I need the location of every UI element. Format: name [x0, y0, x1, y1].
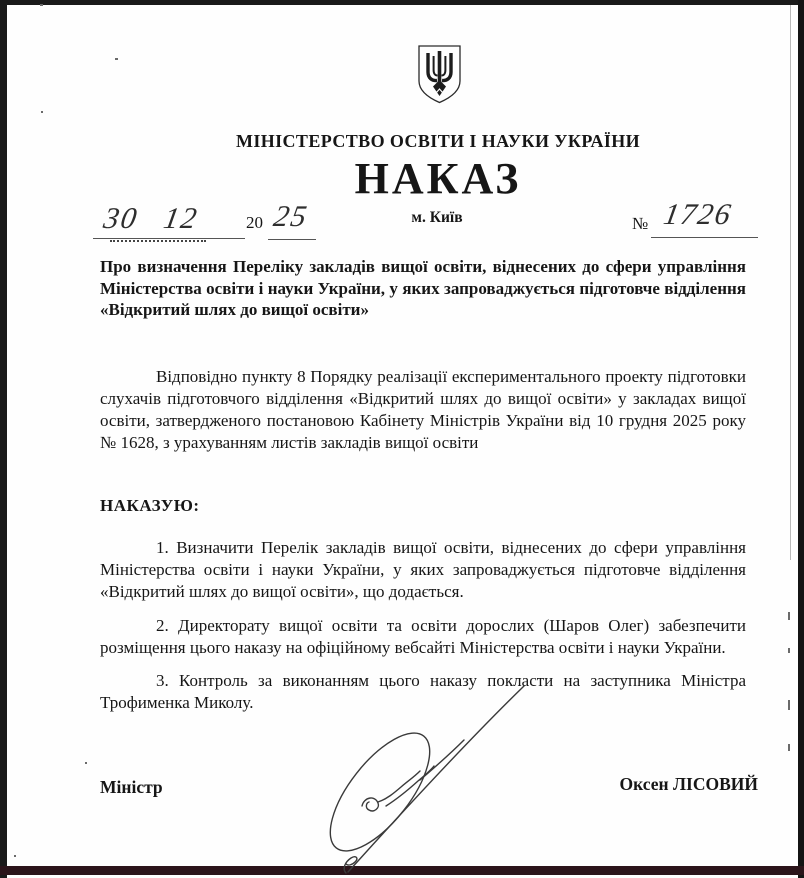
- order-subject: Про визначення Переліку закладів вищої освіти, віднесених до сфери управління Міністерства освіти і науки України, у яких запроваджується підготовче відділення «Відкритий шлях до вищої освіти»: [100, 257, 746, 319]
- handwritten-order-number: 1726: [661, 198, 735, 231]
- number-underline: [651, 237, 758, 238]
- scan-speck: [85, 762, 87, 764]
- scan-speck: [788, 648, 790, 653]
- scan-speck: [788, 744, 790, 751]
- issue-place: м. Київ: [411, 209, 463, 226]
- date-month: 12: [161, 202, 201, 235]
- scan-speck: [41, 111, 43, 113]
- date-underline-dotted: [110, 240, 206, 242]
- minister-name: Оксен ЛІСОВИЙ: [619, 774, 758, 794]
- ukraine-trident-emblem-icon: [416, 44, 463, 105]
- ministry-name: МІНІСТЕРСТВО ОСВІТИ І НАУКИ УКРАЇНИ: [235, 131, 641, 151]
- handwritten-year: 25: [271, 200, 311, 233]
- scan-edge-left: [0, 0, 7, 878]
- scan-speck: [115, 58, 118, 60]
- date-day: 30: [101, 202, 141, 235]
- scan-speck: [788, 612, 790, 620]
- decree-heading: НАКАЗУЮ:: [100, 496, 200, 515]
- scan-speck: [788, 700, 790, 710]
- scan-edge-line: [790, 5, 791, 560]
- scan-speck: [40, 4, 43, 6]
- scan-edge-bottom: [0, 866, 804, 875]
- handwritten-date: [101, 202, 201, 236]
- order-item-3: 3. Контроль за виконанням цього наказу покласти на заступника Міністра Трофименка Миколу.: [100, 671, 746, 712]
- order-preamble: Відповідно пункту 8 Порядку реалізації експериментального проекту підготовки слухачів підготовчого відділення «Відкритий шлях до вищої освіти» у закладах вищої освіти, затвердженого постановою Кабінету Міністрів України від 10 грудня 2025 року № 1628, з урахуванням листів закладів вищої освіти: [100, 367, 746, 452]
- order-item-1: 1. Визначити Перелік закладів вищої освіти, віднесених до сфери управління Міністерства освіти і науки України, у яких запроваджується підготовче відділення «Відкритий шлях до вищої освіти», що додається.: [100, 538, 746, 601]
- order-item-2: 2. Директорату вищої освіти та освіти дорослих (Шаров Олег) забезпечити розміщення цього наказу на офіційному вебсайті Міністерства освіти і науки України.: [100, 615, 746, 657]
- document-title: НАКАЗ: [354, 154, 522, 203]
- date-underline: [93, 238, 245, 239]
- order-items: [100, 537, 746, 726]
- scan-edge-top: [0, 0, 804, 5]
- number-label: №: [632, 214, 649, 233]
- year-underline: [268, 239, 316, 240]
- date-year-prefix: 20: [246, 213, 263, 232]
- scan-speck: [14, 855, 16, 857]
- minister-title: Міністр: [100, 777, 163, 797]
